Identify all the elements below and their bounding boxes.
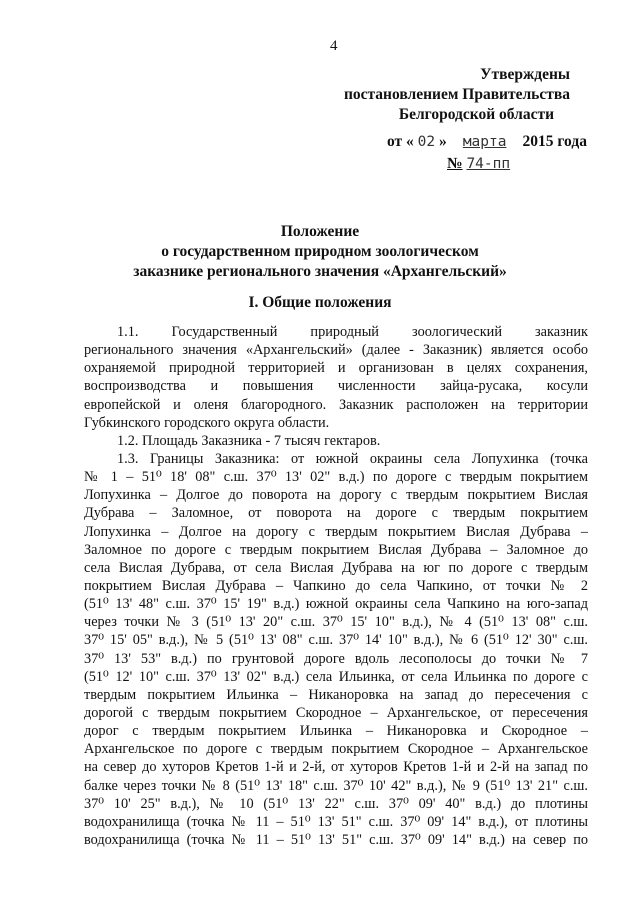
body-line: села Вислая Дубрава, от села Вислая Дубрава на юг по дороге с твердым — [84, 559, 588, 576]
body-line: № 1 – 51⁰ 18' 08" с.ш. 37⁰ 13' 02" в.д.) по дороге с твердым покрытием — [84, 469, 588, 486]
approval-line-1: Утверждены — [480, 66, 570, 83]
approval-number — [447, 155, 518, 173]
body-line: 37⁰ 13' 53" в.д.) по грунтовой дороге вдоль лесополосы до точки № 7 — [84, 650, 588, 667]
body-line: европейской и оленя благородного. Заказник расположен на территории — [84, 396, 588, 413]
body-line: покрытием Вислая Дубрава – Чапкино до села Чапкино, от точки № 2 — [84, 577, 588, 594]
body-line: Губкинского городского округа области. — [84, 414, 330, 431]
title-line-1: Положение — [280, 223, 360, 240]
date-prefix: от « — [387, 133, 414, 150]
approval-line-3: Белгородской области — [398, 106, 554, 123]
page-number: 4 — [330, 38, 338, 54]
title-line-2: о государственном природном зоологическом — [161, 243, 479, 260]
date-month: марта — [462, 134, 507, 150]
body-line: твердым покрытием Ильинка – Никаноровка на запад до пересечения с — [84, 686, 588, 703]
body-line: Заломное по дороге с твердым покрытием Вислая Дубрава – Заломное до — [84, 541, 588, 558]
date-year: 2015 года — [522, 133, 587, 150]
body-line: дорогой с твердым покрытием Скородное – Архангельское, от пересечения — [84, 704, 588, 721]
approval-line-2: постановлением Правительства — [343, 86, 570, 103]
body-line: регионального значения «Архангельский» (далее - Заказник) является особо — [84, 342, 588, 359]
title-line-3: заказнике регионального значения «Архангельский» — [133, 263, 507, 280]
body-line: через точки № 3 (51⁰ 13' 20" с.ш. 37⁰ 15' 10" в.д.), № 4 (51⁰ 13' 08" с.ш. — [84, 614, 588, 631]
approval-date — [387, 133, 587, 151]
number-prefix: № — [447, 155, 463, 172]
body-line: Лопухинка – Долгое на дорогу с твердым покрытием Вислая Дубрава – — [84, 523, 588, 540]
body-line: 1.3. Границы Заказника: от южной окраины села Лопухинка (точка — [117, 450, 588, 467]
body-line: охраняемой природной территорией и организован в целях сохранения, — [84, 360, 588, 377]
date-mid: » — [439, 133, 447, 150]
date-day: 02 — [417, 134, 436, 150]
body-line: на север до хуторов Кретов 1-й и 2-й, от хуторов Кретов 1-й и 2-й на запад по — [84, 759, 588, 776]
body-line: (51⁰ 12' 10" с.ш. 37⁰ 13' 02" в.д.) села Ильинка, от села Ильинка по дороге с — [84, 668, 588, 685]
body-line: дорог с твердым покрытием Ильинка – Никаноровка и Скородное – — [84, 723, 588, 740]
section-heading: I. Общие положения — [248, 294, 392, 311]
body-line: Архангельское по дороге с твердым покрытием Скородное – Архангельское — [84, 741, 588, 758]
body-line: водохранилища (точка № 11 – 51⁰ 13' 51" с.ш. 37⁰ 09' 14" в.д.), от плотины — [84, 813, 588, 830]
body-line: 1.1. Государственный природный зоологический заказник — [117, 324, 588, 340]
document-body — [84, 323, 588, 849]
body-line: водохранилища (точка № 11 – 51⁰ 13' 51" с.ш. 37⁰ 09' 14" в.д.) на север по — [84, 831, 588, 848]
body-line: воспроизводства и повышения численности зайца-русака, косули — [84, 378, 588, 395]
body-line: балке через точки № 8 (51⁰ 13' 18" с.ш. 37⁰ 10' 42" в.д.), № 9 (51⁰ 13' 21" с.ш. — [84, 777, 588, 794]
body-line: 37⁰ 10' 25" в.д.), № 10 (51⁰ 13' 22" с.ш. 37⁰ 09' 40" в.д.) до плотины — [84, 795, 588, 812]
body-line: (51⁰ 13' 48" с.ш. 37⁰ 15' 19" в.д.) южной окраины села Чапкино на юго-запад — [84, 596, 588, 613]
body-line: 1.2. Площадь Заказника - 7 тысяч гектаров. — [117, 432, 381, 449]
body-line: Лопухинка – Долгое до поворота на дорогу с твердым покрытием Вислая — [84, 487, 588, 504]
number-value: 74-пп — [466, 156, 511, 172]
body-line: Дубрава – Заломное, от поворота на дороге с твердым покрытием — [84, 505, 588, 522]
body-line: 37⁰ 15' 05" в.д.), № 5 (51⁰ 13' 08" с.ш. 37⁰ 14' 10" в.д.), № 6 (51⁰ 12' 30" с.ш. — [84, 632, 588, 649]
